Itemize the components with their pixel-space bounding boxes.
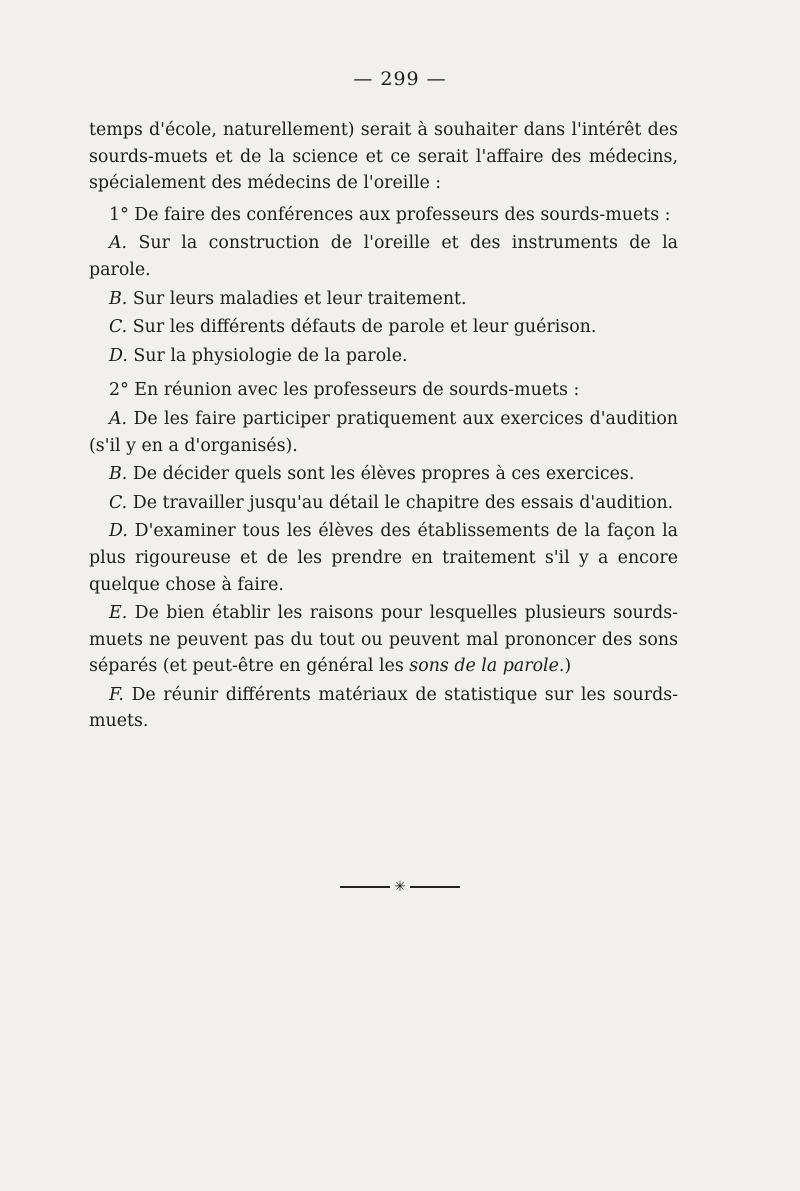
item-text: De réunir différents matériaux de statistique sur les sourds-muets. bbox=[89, 684, 679, 732]
item-letter: E. bbox=[109, 603, 128, 624]
item-text: Sur la physiologie de la parole. bbox=[133, 345, 408, 366]
item-letter: F. bbox=[109, 684, 124, 705]
ornament-rule-left bbox=[340, 886, 390, 888]
item-text: De travailler jusqu'au détail le chapitre des essais d'audition. bbox=[132, 492, 674, 513]
section-2-item-e bbox=[89, 600, 678, 680]
section-2-item-f bbox=[89, 682, 678, 735]
section-2-item-a bbox=[89, 406, 678, 459]
item-text: De les faire participer pratiquement aux exercices d'audition (s'il y en a d'organisés). bbox=[89, 408, 679, 456]
page-number: — 299 — bbox=[353, 68, 447, 90]
section-1-item-a bbox=[89, 230, 678, 283]
section-2-item-b bbox=[89, 461, 678, 488]
item-letter: B. bbox=[109, 464, 128, 485]
item-letter: C. bbox=[109, 492, 128, 513]
asterisk-icon: ✳ bbox=[394, 879, 406, 895]
item-letter: B. bbox=[109, 288, 128, 309]
section-1-item-c bbox=[89, 314, 678, 341]
section-1-item-b bbox=[89, 286, 678, 313]
item-letter: A. bbox=[109, 233, 128, 254]
intro-paragraph: temps d'école, naturellement) serait à souhaiter dans l'intérêt des sourds-muets et de la science et ce serait l'affaire des médecins, spécialement des médecins de l'oreille : bbox=[89, 120, 678, 194]
section-2-item-d bbox=[89, 518, 678, 598]
item-letter: D. bbox=[109, 345, 128, 366]
ornament-rule-right bbox=[410, 886, 460, 888]
item-letter: D. bbox=[109, 521, 128, 542]
section-1-heading: 1° De faire des conférences aux professeurs des sourds-muets : bbox=[109, 204, 671, 225]
item-tail-text: ) bbox=[564, 656, 572, 677]
item-letter: A. bbox=[109, 408, 128, 429]
end-ornament bbox=[0, 880, 800, 894]
body-text bbox=[89, 117, 678, 735]
item-letter: C. bbox=[109, 317, 128, 338]
item-text: De décider quels sont les élèves propres à ces exercices. bbox=[132, 464, 635, 485]
item-text: Sur la construction de l'oreille et des instruments de la parole. bbox=[89, 233, 678, 280]
section-2-heading: 2° En réunion avec les professeurs de sourds-muets : bbox=[109, 380, 580, 401]
section-1-item-d bbox=[89, 343, 678, 370]
item-text: Sur leurs maladies et leur traitement. bbox=[132, 288, 467, 309]
item-text: Sur les différents défauts de parole et leur guérison. bbox=[132, 317, 597, 338]
item-text: De bien établir les raisons pour lesquelles plusieurs sourds-muets ne peuvent pas du tout ou peuvent mal prononcer des sons séparés (et peut-être en général les bbox=[89, 603, 678, 677]
item-italic-text: sons de la parole. bbox=[409, 656, 565, 677]
item-text: D'examiner tous les élèves des établissements de la façon la plus rigoureuse et de les prendre en traitement s'il y a encore quelque chose à faire. bbox=[89, 521, 679, 595]
section-2-item-c bbox=[89, 490, 678, 517]
